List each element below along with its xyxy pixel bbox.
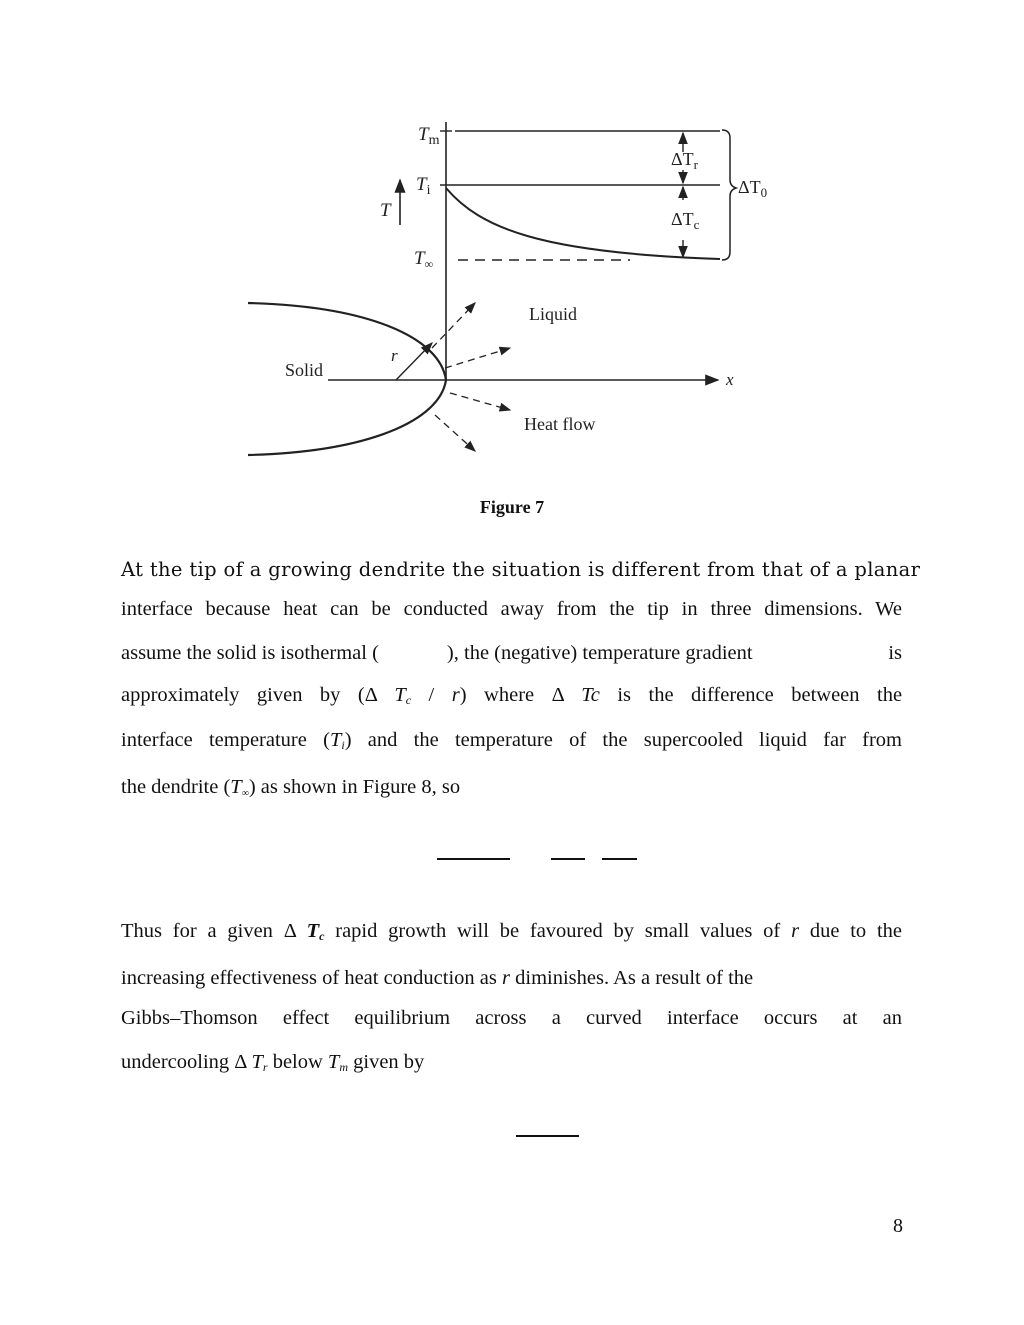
figure-caption: Figure 7 xyxy=(479,497,545,517)
heat-flow-arrow-1 xyxy=(432,303,475,348)
heat-flow-arrow-3 xyxy=(450,393,510,410)
para2-line4: undercooling Δ $T_r$ below $T_m$ given by xyxy=(121,1051,425,1074)
label-radius: r xyxy=(391,346,398,365)
equation-1-bar-1 xyxy=(437,858,510,860)
label-delta-tr: $\Delta T_r$ xyxy=(671,149,698,172)
para1-line5: interface temperature $(T_i)$ and the temperature of the supercooled liquid far from xyxy=(121,729,903,752)
figure-7-diagram xyxy=(240,118,800,468)
para1-line1: At the tip of a growing dendrite the situation is different from that of a planar xyxy=(121,558,921,581)
label-ti: $T_i$ xyxy=(416,174,431,198)
equation-1-bar-2 xyxy=(551,858,585,860)
equation-1-bar-3 xyxy=(602,858,637,860)
equation-2-bar xyxy=(516,1135,579,1137)
label-x-axis: x xyxy=(726,370,734,389)
para1-line2: interface because heat can be conducted away from the tip in three dimensions. We xyxy=(121,598,902,620)
label-solid: Solid xyxy=(285,360,324,380)
heat-flow-arrow-4 xyxy=(435,415,475,451)
label-heat-flow: Heat flow xyxy=(524,414,596,434)
para2-line3: Gibbs–Thomson effect equilibrium across a curved interface occurs at an xyxy=(121,1007,902,1029)
para2-line2: increasing effectiveness of heat conduction as r diminishes. As a result of the xyxy=(121,967,754,989)
radius-arrow xyxy=(396,343,432,380)
label-t-infinity: $T_\infty$ xyxy=(414,248,434,271)
heat-flow-arrow-2 xyxy=(445,348,510,368)
para1-line3: assume the solid is isothermal ( ), the (negative) temperature gradient is xyxy=(121,642,902,664)
delta-t0-brace xyxy=(722,130,736,260)
para1-line6: the dendrite $(T_\infty)$ as shown in Figure 8, so xyxy=(121,776,461,799)
label-tm: $T_m$ xyxy=(418,124,440,148)
para1-line4: approximately given by (Δ $T_c / r$) where Δ Tc is the difference between the xyxy=(121,684,903,707)
label-t-axis: T xyxy=(380,200,391,221)
page-number: 8 xyxy=(893,1215,903,1237)
label-delta-tc: $\Delta T_c$ xyxy=(671,209,700,232)
solid-dendrite-boundary xyxy=(248,303,446,455)
para2-line1: Thus for a given Δ $T_c$ rapid growth will be favoured by small values of r due to the xyxy=(121,920,903,943)
label-liquid: Liquid xyxy=(529,304,577,324)
label-delta-t0: $\Delta T_0$ xyxy=(738,177,768,200)
